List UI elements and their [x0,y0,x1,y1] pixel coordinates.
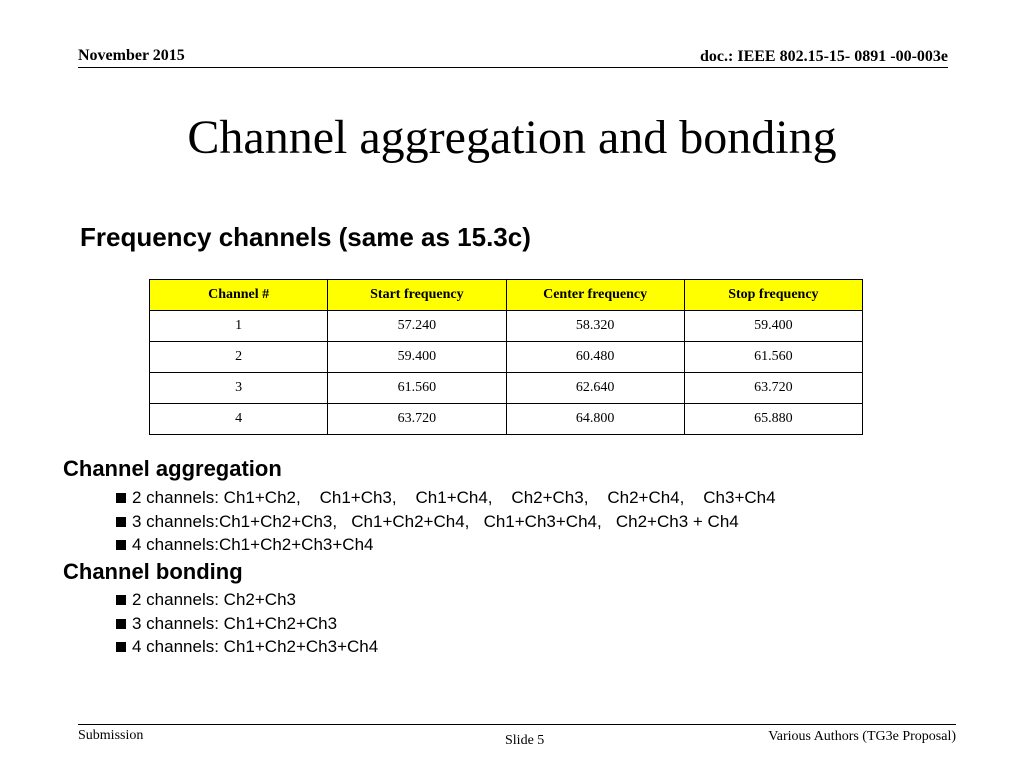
table-cell: 62.640 [506,373,684,404]
table-cell: 63.720 [684,373,862,404]
list-item-text: 2 channels: Ch1+Ch2, Ch1+Ch3, Ch1+Ch4, Ch2+Ch3, Ch2+Ch4, Ch3+Ch4 [132,488,776,507]
table-cell: 64.800 [506,404,684,435]
table-cell: 60.480 [506,342,684,373]
table-row [150,404,863,435]
table-cell: 57.240 [328,311,506,342]
square-bullet-icon [116,540,126,550]
table-cell: 4 [150,404,328,435]
table-cell: 63.720 [328,404,506,435]
table-cell: 59.400 [684,311,862,342]
table-header-cell: Start frequency [328,280,506,311]
list-item [116,635,378,659]
table-header-cell: Center frequency [506,280,684,311]
table-cell: 2 [150,342,328,373]
frequency-table [149,279,863,435]
table-cell: 65.880 [684,404,862,435]
list-item-text: 4 channels: Ch1+Ch2+Ch3+Ch4 [132,637,379,656]
header-date: November 2015 [78,47,185,64]
list-item [116,588,378,612]
slide-title: Channel aggregation and bonding [187,111,837,164]
frequency-subtitle: Frequency channels (same as 15.3c) [80,222,531,252]
list-item-text: 4 channels:Ch1+Ch2+Ch3+Ch4 [132,535,374,554]
footer-divider [78,724,956,725]
bonding-list [116,588,378,659]
table-row [150,342,863,373]
aggregation-heading: Channel aggregation [63,456,282,481]
square-bullet-icon [116,595,126,605]
bonding-heading: Channel bonding [63,559,243,584]
list-item [116,533,776,557]
footer-submission: Submission [78,728,144,743]
table-cell: 1 [150,311,328,342]
table-header-row [150,280,863,311]
list-item-text: 3 channels:Ch1+Ch2+Ch3, Ch1+Ch2+Ch4, Ch1+Ch3+Ch4, Ch2+Ch3 + Ch4 [132,511,739,531]
table-row [150,373,863,404]
list-item-text: 3 channels: Ch1+Ch2+Ch3 [132,613,338,633]
footer-slide-number: Slide 5 [505,733,545,748]
square-bullet-icon [116,642,126,652]
header-doc-id: doc.: IEEE 802.15-15- 0891 -00-003e [700,48,948,65]
table-header-cell: Stop frequency [684,280,862,311]
aggregation-list [116,486,776,557]
table-cell: 61.560 [328,373,506,404]
table-header-cell: Channel # [150,280,328,311]
list-item [116,486,776,510]
header-divider [78,67,948,68]
square-bullet-icon [116,493,126,503]
table-cell: 3 [150,373,328,404]
table-cell: 61.560 [684,342,862,373]
table-row [150,311,863,342]
table-cell: 58.320 [506,311,684,342]
list-item [116,612,378,636]
square-bullet-icon [116,517,126,527]
list-item-text: 2 channels: Ch2+Ch3 [132,590,296,609]
list-item [116,510,776,534]
table-cell: 59.400 [328,342,506,373]
square-bullet-icon [116,619,126,629]
footer-authors: Various Authors (TG3e Proposal) [768,729,956,744]
